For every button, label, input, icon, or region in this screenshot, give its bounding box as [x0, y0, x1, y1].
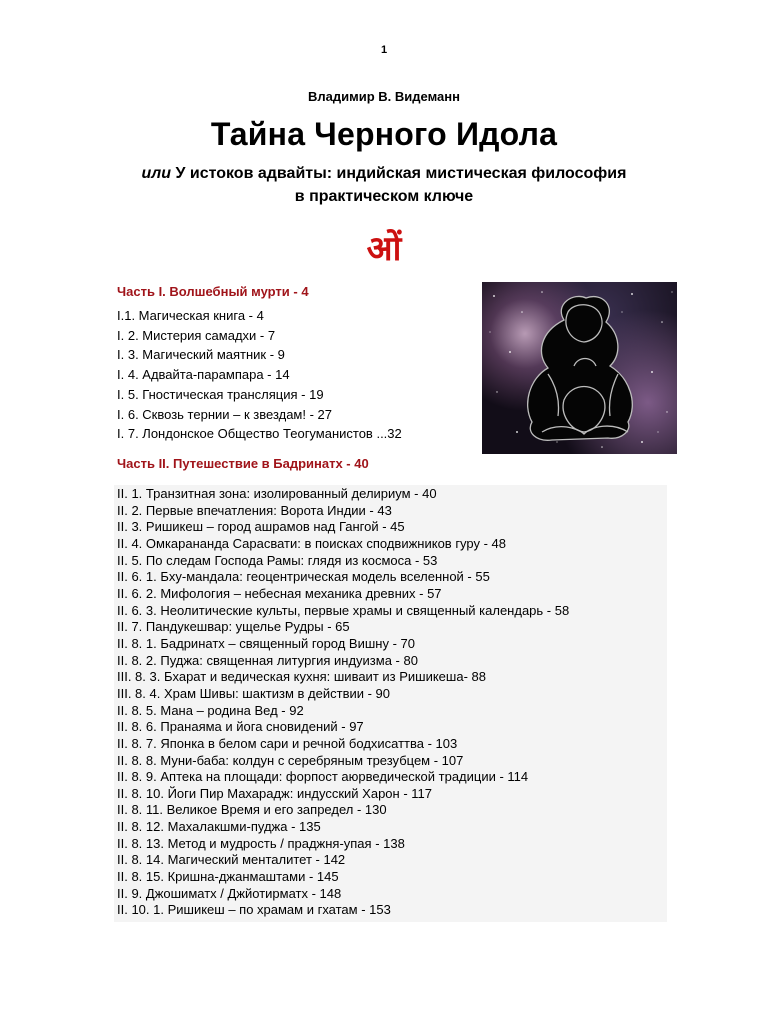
black-idol-illustration: [482, 282, 677, 454]
author-name: Владимир В. Видеманн: [308, 89, 460, 104]
toc-entry[interactable]: II. 8. 1. Бадринатх – священный город Вишну - 70: [117, 635, 415, 651]
toc-entry[interactable]: II. 9. Джошиматх / Джйотирматх - 148: [117, 885, 342, 901]
toc-entry[interactable]: II. 2. Первые впечатления: Ворота Индии - 43: [117, 502, 392, 518]
toc-entry[interactable]: II. 8. 2. Пуджа: священная литургия индуизма - 80: [117, 652, 418, 668]
toc-entry[interactable]: II. 8. 6. Пранаяма и йога сновидений - 97: [117, 719, 364, 735]
part-2-heading[interactable]: Часть II. Путешествие в Бадринатх - 40: [117, 456, 369, 471]
subtitle-line-1-rest: У истоков адвайты: индийская мистическая философия: [171, 165, 627, 182]
part-1-heading[interactable]: Часть I. Волшебный мурти - 4: [117, 284, 309, 299]
toc-entry[interactable]: I. 6. Сквозь тернии – к звездам! - 27: [117, 406, 332, 422]
toc-entry[interactable]: II. 1. Транзитная зона: изолированный делириум - 40: [117, 486, 437, 501]
toc-entry[interactable]: II. 7. Пандукешвар: ущелье Рудры - 65: [117, 619, 350, 635]
subtitle-line-1: [0, 162, 768, 185]
toc-entry[interactable]: II. 8. 13. Метод и мудрость / праджня-упая - 138: [117, 835, 405, 851]
subtitle-line-2: в практическом ключе: [294, 188, 474, 205]
part-2-toc-list: [117, 486, 569, 919]
part-1-toc-list: [117, 306, 402, 444]
toc-entry[interactable]: I.1. Магическая книга - 4: [117, 308, 264, 323]
toc-entry[interactable]: II. 8. 8. Муни-баба: колдун с серебряным трезубцем - 107: [117, 752, 464, 768]
toc-entry[interactable]: II. 4. Омкарананда Сарасвати: в поисках сподвижников гуру - 48: [117, 535, 507, 551]
om-symbol: ओं: [366, 229, 402, 269]
toc-entry[interactable]: II. 8. 15. Кришна-джанмаштами - 145: [117, 869, 339, 885]
toc-entry[interactable]: I. 3. Магический маятник - 9: [117, 347, 285, 363]
toc-entry[interactable]: II. 8. 9. Аптека на площади: форпост аюрведической традиции - 114: [117, 769, 529, 785]
toc-entry[interactable]: III. 8. 3. Бхарат и ведическая кухня: шиваит из Ришикеша- 88: [117, 669, 486, 685]
toc-entry[interactable]: II. 5. По следам Господа Рамы: глядя из космоса - 53: [117, 552, 438, 568]
toc-entry[interactable]: I. 7. Лондонское Общество Теогуманистов ...32: [117, 426, 402, 442]
toc-entry[interactable]: II. 8. 7. Японка в белом сари и речной бодхисаттва - 103: [117, 735, 458, 751]
black-idol-icon: [482, 282, 677, 454]
toc-entry[interactable]: II. 10. 1. Ришикеш – по храмам и гхатам - 153: [117, 902, 391, 918]
toc-entry[interactable]: II. 6. 3. Неолитические культы, первые храмы и священный календарь - 58: [117, 602, 570, 618]
toc-entry[interactable]: II. 6. 2. Мифология – небесная механика древних - 57: [117, 585, 442, 601]
toc-entry[interactable]: II. 8. 12. Махалакшми-пуджа - 135: [117, 819, 321, 835]
book-title: Тайна Черного Идола: [210, 116, 558, 152]
toc-entry[interactable]: II. 8. 10. Йоги Пир Махарадж: индусский Харон - 117: [117, 785, 432, 801]
toc-entry[interactable]: II. 8. 5. Мана – родина Вед - 92: [117, 702, 304, 718]
book-subtitle: [0, 162, 768, 208]
toc-entry[interactable]: II. 6. 1. Бху-мандала: геоцентрическая модель вселенной - 55: [117, 569, 490, 585]
toc-entry[interactable]: I. 2. Мистерия самадхи - 7: [117, 327, 276, 343]
page-number: 1: [380, 44, 388, 56]
subtitle-italic-prefix: или: [141, 165, 172, 182]
toc-entry[interactable]: II. 8. 14. Магический менталитет - 142: [117, 852, 346, 868]
toc-entry[interactable]: II. 8. 11. Великое Время и его запредел - 130: [117, 802, 387, 818]
toc-entry[interactable]: III. 8. 4. Храм Шивы: шактизм в действии - 90: [117, 685, 391, 701]
toc-entry[interactable]: II. 3. Ришикеш – город ашрамов над Гангой - 45: [117, 519, 405, 535]
toc-entry[interactable]: I. 5. Гностическая трансляция - 19: [117, 386, 324, 402]
toc-entry[interactable]: I. 4. Адвайта-парампара - 14: [117, 367, 290, 383]
